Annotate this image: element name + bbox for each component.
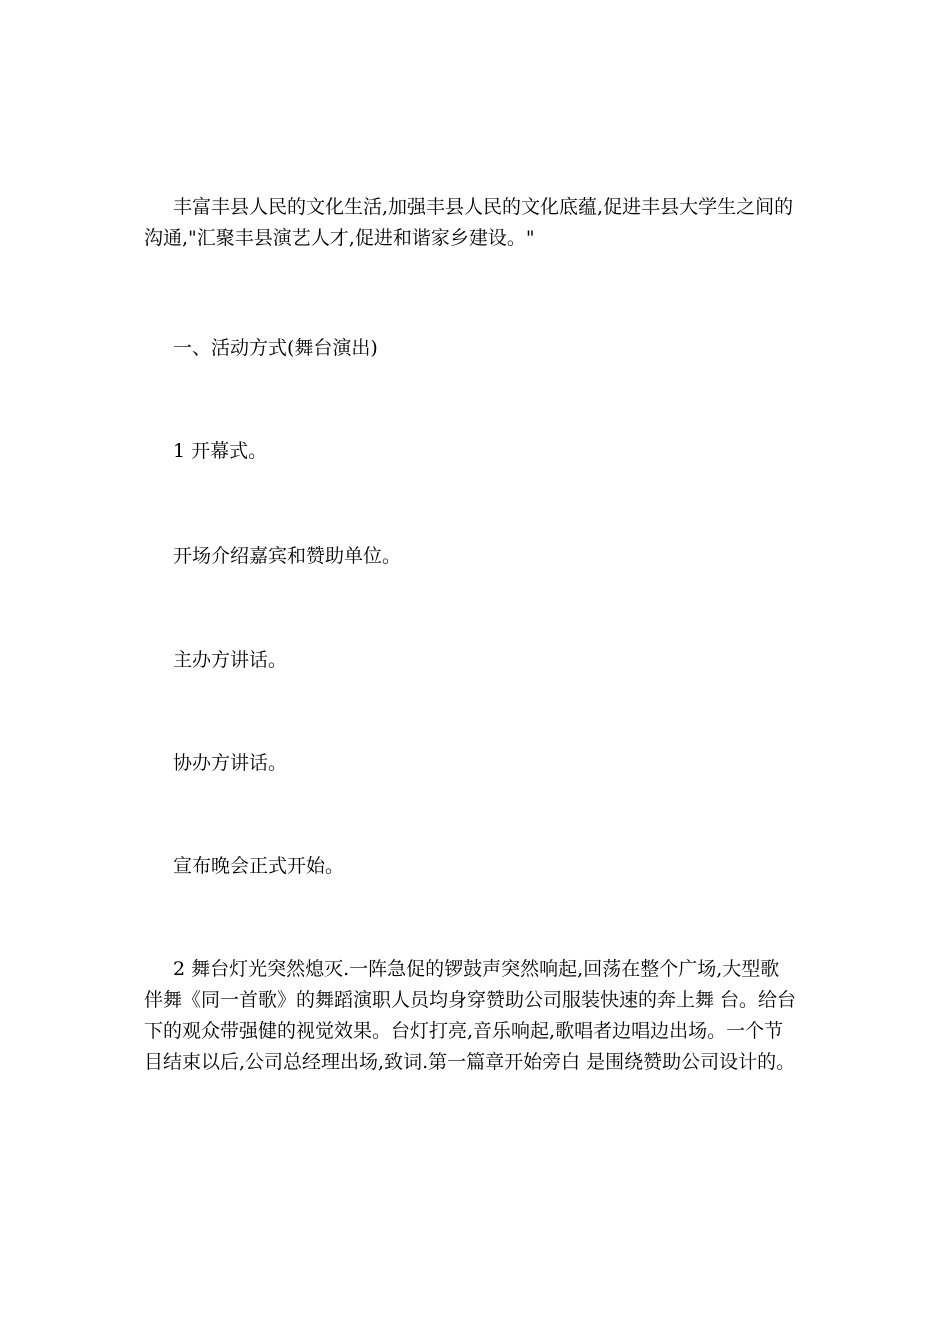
section-heading-text: 一、活动方式(舞台演出)	[173, 337, 378, 359]
intro-paragraph	[144, 192, 809, 254]
item-1-step	[144, 541, 809, 572]
intro-line-1: 丰富丰县人民的文化生活,加强丰县人民的文化底蕴,促进丰县大学生之间的	[173, 196, 794, 218]
item-1-step	[144, 748, 809, 779]
step-co-host-speech: 协办方讲话。	[173, 752, 288, 774]
item-2-line-3: 下的观众带强健的视觉效果。台灯打亮,音乐响起,歌唱者边唱边出场。一个节	[144, 1020, 784, 1042]
item-2-paragraph	[144, 954, 809, 1078]
item-2-line-2: 伴舞《同一首歌》的舞蹈演职人员均身穿赞助公司服装快速的奔上舞 台。给台	[144, 989, 797, 1011]
item-1-heading	[144, 436, 809, 467]
item-2-line-1: 2 舞台灯光突然熄灭.一阵急促的锣鼓声突然响起,回荡在整个广场,大型歌	[173, 958, 780, 980]
step-announce-start: 宣布晚会正式开始。	[173, 855, 345, 877]
intro-line-2: 沟通,"汇聚丰县演艺人才,促进和谐家乡建设。"	[144, 227, 535, 249]
item-2-line-4: 目结束以后,公司总经理出场,致词.第一篇章开始旁白 是围绕赞助公司设计的。	[144, 1051, 796, 1073]
section-heading	[144, 333, 809, 364]
item-1-step	[144, 851, 809, 882]
step-introduce-guests: 开场介绍嘉宾和赞助单位。	[173, 545, 402, 567]
item-1-step	[144, 645, 809, 676]
step-host-speech: 主办方讲话。	[173, 649, 288, 671]
item-1-text: 1 开幕式。	[173, 440, 268, 462]
